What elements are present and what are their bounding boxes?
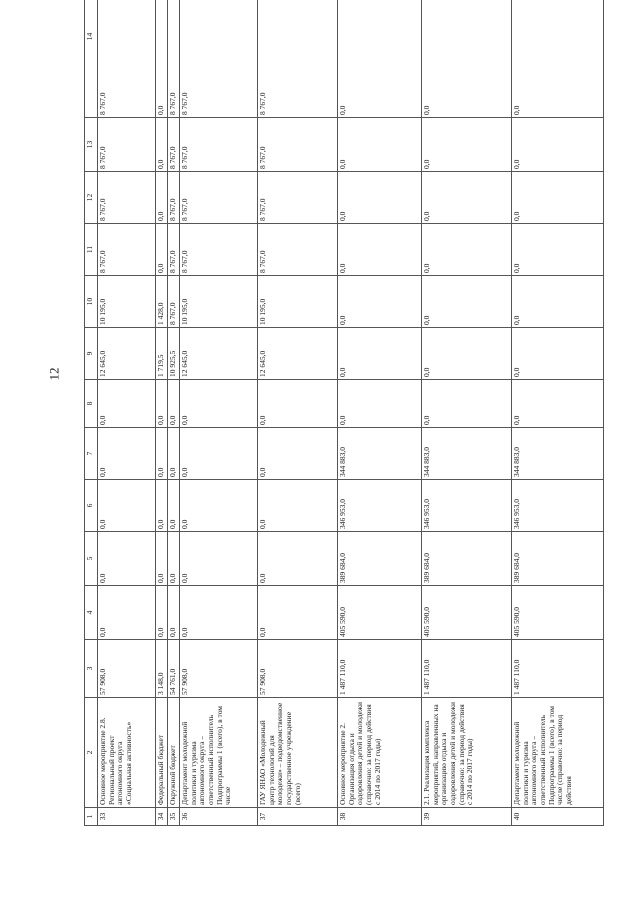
row-index-cell: 39 <box>422 808 512 826</box>
value-cell: 0,0 <box>168 532 180 586</box>
value-cell: 0,0 <box>338 328 422 380</box>
column-header: 7 <box>85 428 98 480</box>
value-cell: 0,0 <box>338 0 422 118</box>
value-cell: 8 767,0 <box>180 0 258 118</box>
value-cell: 0,0 <box>422 380 512 428</box>
value-cell: 389 684,0 <box>512 532 604 586</box>
row-name-cell: Департамент молодежной политики и туризма автономного округа – ответственный исполнитель Подпрограммы 1 (всего), в том числе (справочно: за период действия <box>512 698 604 808</box>
value-cell: 8 767,0 <box>98 0 156 118</box>
page-number: 12 <box>46 367 61 381</box>
value-cell: 0,0 <box>258 428 338 480</box>
table-row <box>98 0 156 826</box>
value-cell: 57 908,0 <box>258 640 338 698</box>
value-cell: 0,0 <box>156 224 168 276</box>
value-cell: 344 883,0 <box>422 428 512 480</box>
value-cell: 0,0 <box>98 380 156 428</box>
table-row <box>180 0 258 826</box>
value-cell: 0,0 <box>258 532 338 586</box>
column-header: 13 <box>85 118 98 172</box>
value-cell: 10 195,0 <box>180 276 258 328</box>
column-header: 11 <box>85 224 98 276</box>
value-cell: 8 767,0 <box>168 0 180 118</box>
value-cell: 344 883,0 <box>512 428 604 480</box>
row-name-cell: Департамент молодежной политики и туризма автономного округа – ответственный исполнитель Подпрограммы 1 (всего), в том числе <box>180 698 258 808</box>
column-header: 14 <box>85 0 98 118</box>
value-cell: 8 767,0 <box>180 118 258 172</box>
value-cell: 0,0 <box>258 586 338 640</box>
table-row <box>338 0 422 826</box>
column-header: 10 <box>85 276 98 328</box>
value-cell: 0,0 <box>180 586 258 640</box>
value-cell: 8 767,0 <box>168 224 180 276</box>
value-cell: 0,0 <box>180 428 258 480</box>
value-cell: 346 953,0 <box>512 480 604 532</box>
value-cell: 0,0 <box>168 480 180 532</box>
value-cell: 12 645,0 <box>98 328 156 380</box>
value-cell: 8 767,0 <box>168 172 180 224</box>
value-cell: 12 645,0 <box>180 328 258 380</box>
value-cell: 405 590,0 <box>338 586 422 640</box>
value-cell: 0,0 <box>422 328 512 380</box>
value-cell: 54 761,0 <box>168 640 180 698</box>
value-cell: 0,0 <box>512 172 604 224</box>
row-name-cell: Основное мероприятие 2. Организация отдыха и оздоровления детей и молодежи (справочно: за период действия с 2014 по 2017 годы) <box>338 698 422 808</box>
header-row <box>85 0 98 826</box>
value-cell: 0,0 <box>338 224 422 276</box>
value-cell: 57 908,0 <box>180 640 258 698</box>
value-cell: 0,0 <box>338 172 422 224</box>
value-cell: 405 590,0 <box>512 586 604 640</box>
value-cell: 405 590,0 <box>422 586 512 640</box>
column-header: 9 <box>85 328 98 380</box>
column-header: 4 <box>85 586 98 640</box>
value-cell: 8 767,0 <box>258 172 338 224</box>
value-cell: 0,0 <box>156 172 168 224</box>
column-header: 2 <box>85 698 98 808</box>
value-cell: 0,0 <box>98 428 156 480</box>
value-cell: 0,0 <box>422 224 512 276</box>
value-cell: 0,0 <box>338 276 422 328</box>
value-cell: 0,0 <box>338 118 422 172</box>
value-cell: 0,0 <box>258 380 338 428</box>
value-cell: 0,0 <box>422 0 512 118</box>
value-cell: 0,0 <box>512 380 604 428</box>
column-header: 3 <box>85 640 98 698</box>
value-cell: 8 767,0 <box>258 118 338 172</box>
table-row <box>168 0 180 826</box>
value-cell: 0,0 <box>168 380 180 428</box>
row-name-cell: Федеральный бюджет <box>156 698 168 808</box>
value-cell: 0,0 <box>180 480 258 532</box>
row-index-cell: 36 <box>180 808 258 826</box>
value-cell: 8 767,0 <box>258 224 338 276</box>
value-cell: 0,0 <box>156 380 168 428</box>
value-cell: 344 883,0 <box>338 428 422 480</box>
table-row <box>258 0 338 826</box>
value-cell: 0,0 <box>338 380 422 428</box>
table-row <box>422 0 512 826</box>
value-cell: 10 195,0 <box>258 276 338 328</box>
value-cell: 10 925,5 <box>168 328 180 380</box>
value-cell: 0,0 <box>180 380 258 428</box>
row-index-cell: 40 <box>512 808 604 826</box>
value-cell: 8 767,0 <box>168 118 180 172</box>
value-cell: 0,0 <box>422 276 512 328</box>
value-cell: 0,0 <box>156 118 168 172</box>
value-cell: 3 148,0 <box>156 640 168 698</box>
value-cell: 1 428,0 <box>156 276 168 328</box>
value-cell: 1 487 110,0 <box>422 640 512 698</box>
value-cell: 389 684,0 <box>422 532 512 586</box>
table-body <box>98 0 604 826</box>
column-header: 1 <box>85 808 98 826</box>
value-cell: 0,0 <box>168 428 180 480</box>
row-index-cell: 37 <box>258 808 338 826</box>
value-cell: 0,0 <box>512 276 604 328</box>
table-row <box>156 0 168 826</box>
row-name-cell: ГАУ ЯНАО «Молодежный центр технологий для молодежи» – подведомственное государственное учреждение (всего) <box>258 698 338 808</box>
value-cell: 0,0 <box>98 586 156 640</box>
value-cell: 0,0 <box>258 480 338 532</box>
budget-table <box>84 0 604 826</box>
value-cell: 8 767,0 <box>180 224 258 276</box>
row-index-cell: 38 <box>338 808 422 826</box>
value-cell: 346 953,0 <box>338 480 422 532</box>
value-cell: 0,0 <box>180 532 258 586</box>
value-cell: 8 767,0 <box>98 224 156 276</box>
row-name-cell: Окружной бюджет <box>168 698 180 808</box>
value-cell: 1 719,5 <box>156 328 168 380</box>
value-cell: 0,0 <box>156 480 168 532</box>
value-cell: 8 767,0 <box>258 0 338 118</box>
value-cell: 1 487 110,0 <box>512 640 604 698</box>
value-cell: 0,0 <box>512 118 604 172</box>
value-cell: 0,0 <box>98 532 156 586</box>
value-cell: 1 487 110,0 <box>338 640 422 698</box>
value-cell: 0,0 <box>98 480 156 532</box>
table-frame <box>84 6 579 826</box>
value-cell: 0,0 <box>512 0 604 118</box>
table-row <box>512 0 604 826</box>
column-header: 12 <box>85 172 98 224</box>
row-index-cell: 33 <box>98 808 156 826</box>
value-cell: 0,0 <box>422 172 512 224</box>
value-cell: 0,0 <box>156 586 168 640</box>
value-cell: 346 953,0 <box>422 480 512 532</box>
value-cell: 0,0 <box>422 118 512 172</box>
value-cell: 0,0 <box>156 428 168 480</box>
value-cell: 57 908,0 <box>98 640 156 698</box>
value-cell: 0,0 <box>156 0 168 118</box>
row-name-cell: 2.1. Реализация комплекса мероприятий, направленных на организацию отдыха и оздоровления детей и молодежи (справочно: за период действия с 2014 по 2017 годы) <box>422 698 512 808</box>
column-header: 6 <box>85 480 98 532</box>
value-cell: 8 767,0 <box>180 172 258 224</box>
column-header: 5 <box>85 532 98 586</box>
value-cell: 0,0 <box>156 532 168 586</box>
rotated-table-wrapper <box>84 6 579 826</box>
value-cell: 10 195,0 <box>98 276 156 328</box>
value-cell: 8 767,0 <box>98 118 156 172</box>
value-cell: 0,0 <box>512 328 604 380</box>
column-header: 8 <box>85 380 98 428</box>
value-cell: 0,0 <box>512 224 604 276</box>
value-cell: 0,0 <box>168 586 180 640</box>
value-cell: 389 684,0 <box>338 532 422 586</box>
value-cell: 12 645,0 <box>258 328 338 380</box>
value-cell: 8 767,0 <box>168 276 180 328</box>
row-name-cell: Основное мероприятие 2.8. Региональный проект автономного округа «Социальная активность» <box>98 698 156 808</box>
value-cell: 8 767,0 <box>98 172 156 224</box>
row-index-cell: 35 <box>168 808 180 826</box>
row-index-cell: 34 <box>156 808 168 826</box>
